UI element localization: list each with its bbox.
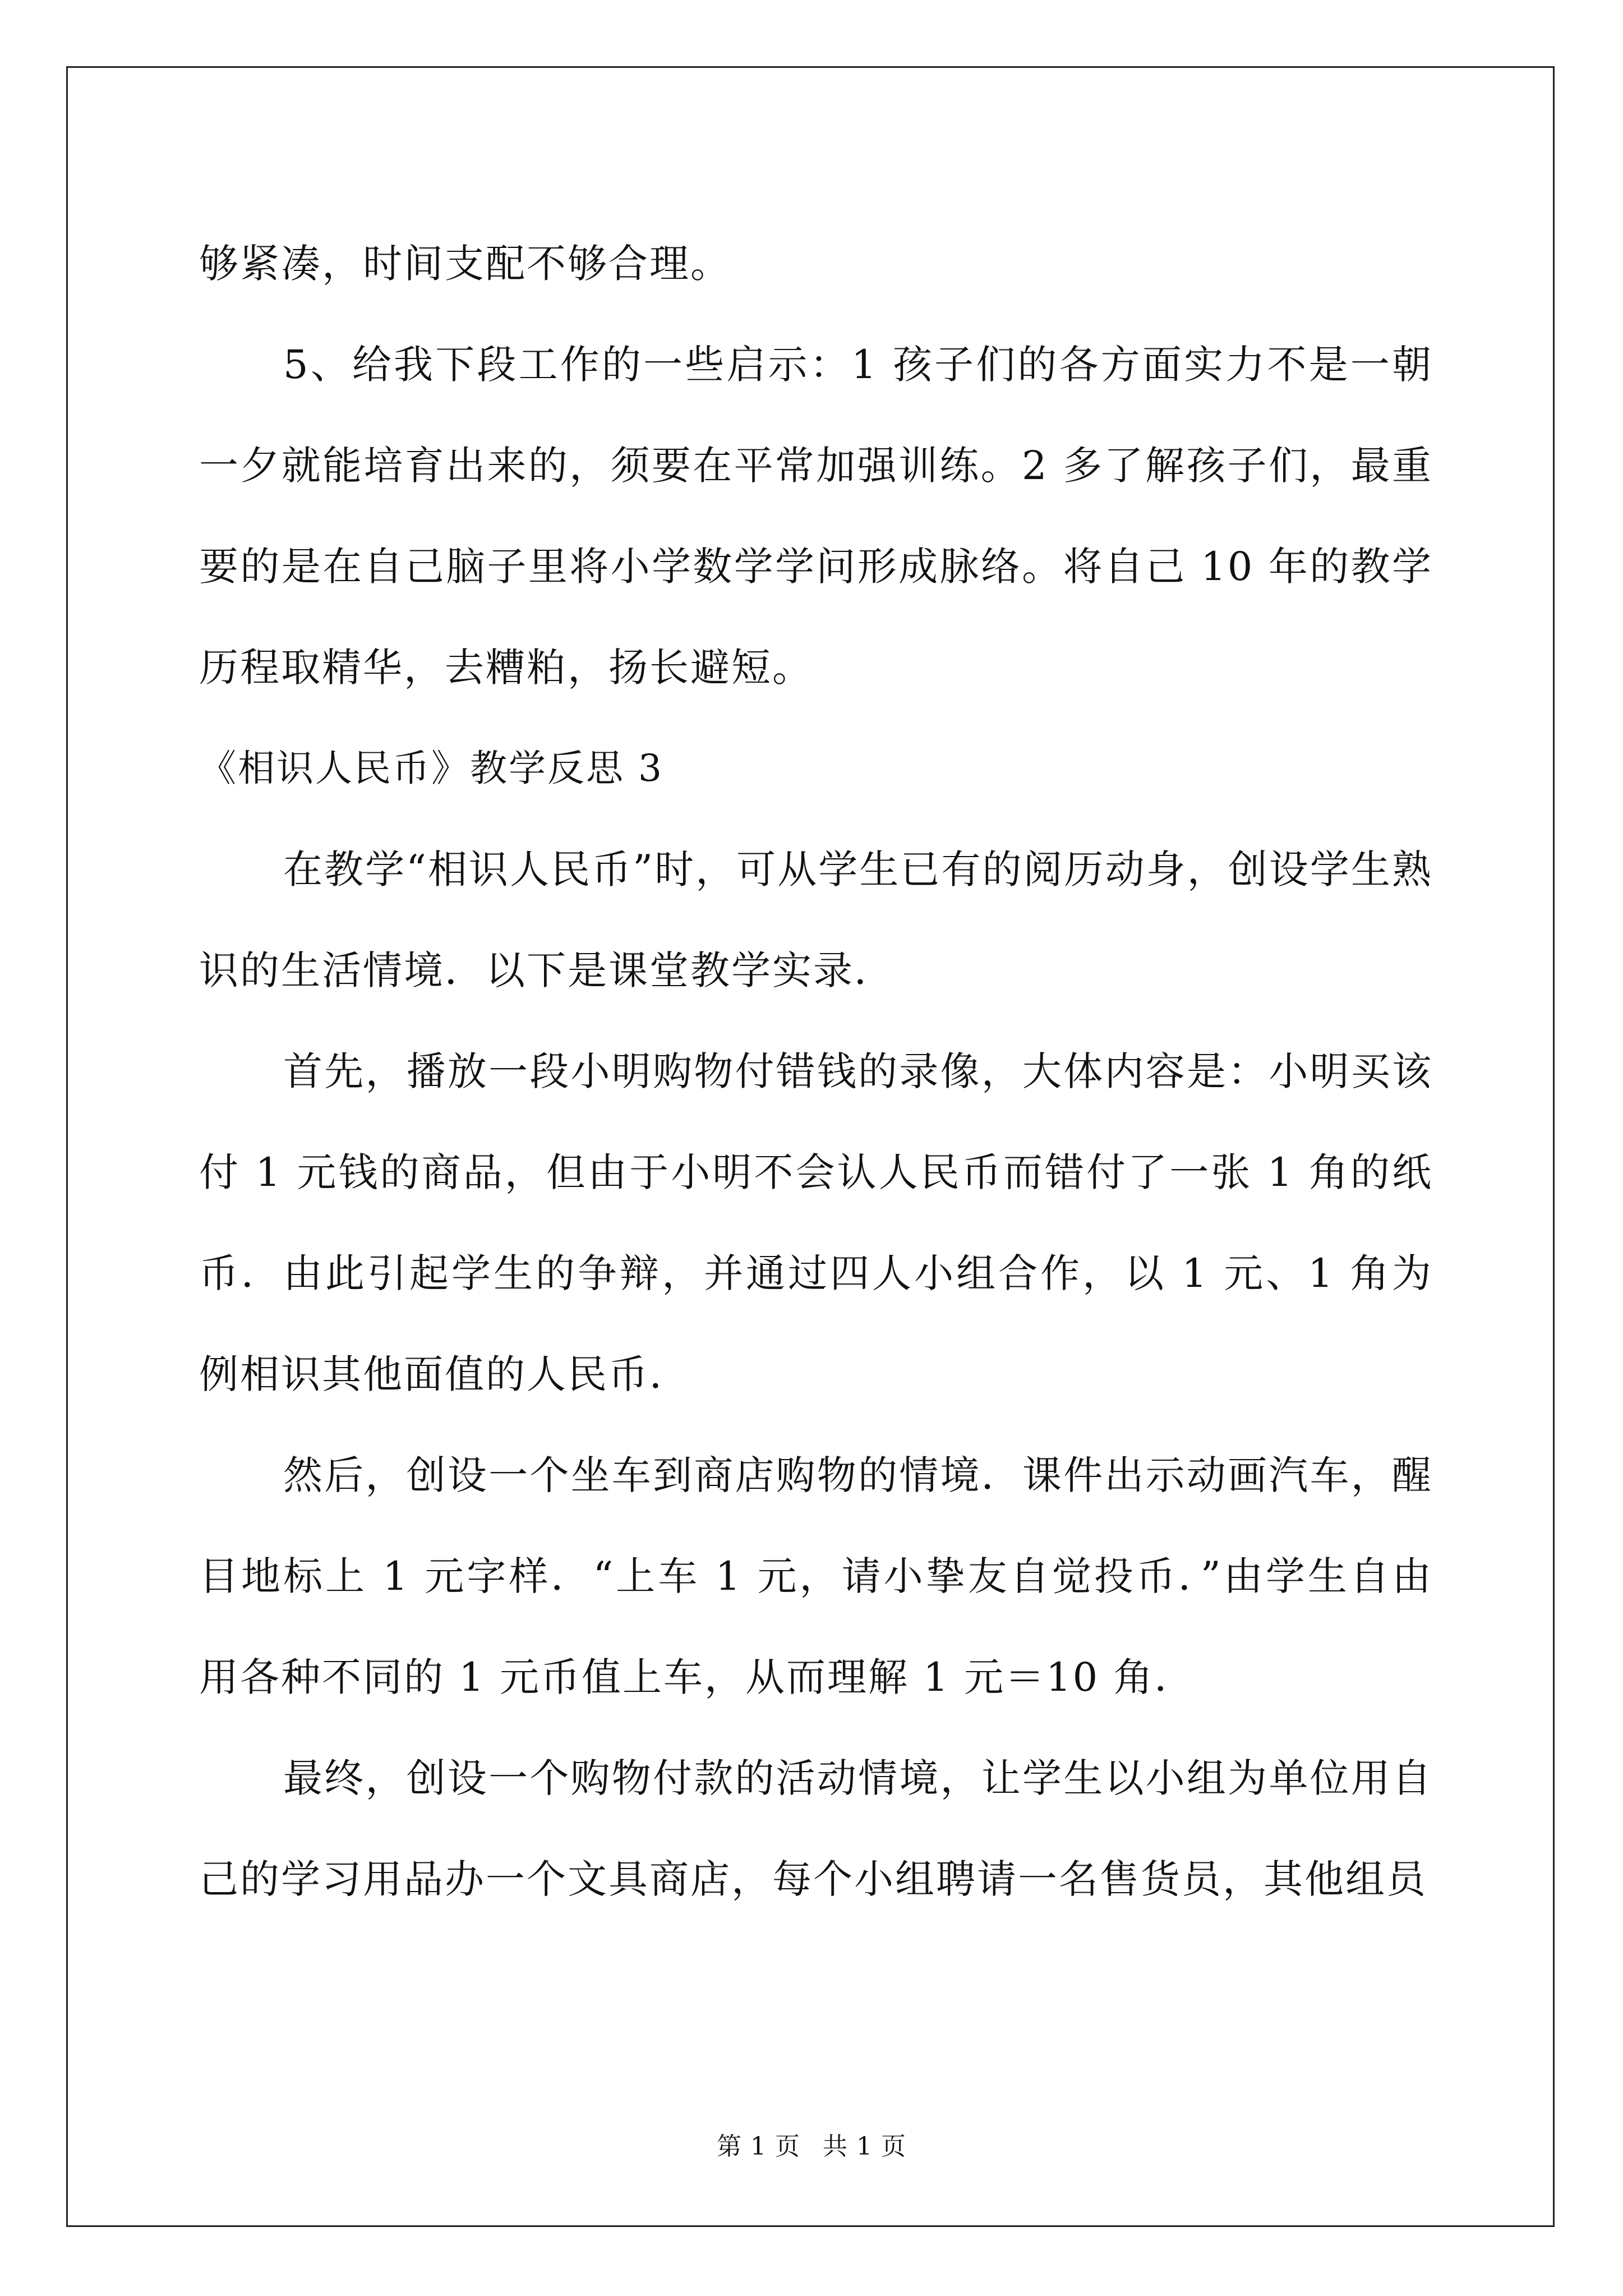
paragraph-continuation: 够紧凑，时间支配不够合理。 [199, 241, 731, 287]
page-number: 第 1 页 [717, 2132, 800, 2161]
paragraph-intro: 在教学“相识人民币”时，可从学生已有的阅历动身，创设学生熟识的生活情境．以下是课堂教学实录． [199, 846, 1433, 993]
paragraph-second-step: 然后，创设一个坐车到商店购物的情境．课件出示动画汽车，醒目地标上 1 元字样．“上车 1 元，请小挚友自觉投币．”由学生自由用各种不同的 1 元币值上车，从而理解 1 元＝10 角． [199, 1452, 1433, 1700]
paragraph-first-step: 首先，播放一段小明购物付错钱的录像，大体内容是：小明买该付 1 元钱的商品，但由于小明不会认人民币而错付了一张 1 角的纸币．由此引起学生的争辩，并通过四人小组合作，以 1 元、1 角为例相识其他面值的人民币． [199, 1048, 1433, 1397]
page-total: 共 1 页 [823, 2132, 906, 2161]
paragraph-insights: 5、给我下段工作的一些启示：1 孩子们的各方面实力不是一朝一夕就能培育出来的，须要在平常加强训练。2 多了解孩子们，最重要的是在自己脑子里将小学数学学问形成脉络。将自己 10 年的教学历程取精华，去糟粕，扬长避短。 [199, 342, 1433, 691]
paragraph-final-step: 最终，创设一个购物付款的活动情境，让学生以小组为单位用自己的学习用品办一个文具商店，每个小组聘请一名售货员，其他组员 [199, 1755, 1433, 1902]
section-title: 《相识人民币》教学反思 3 [199, 747, 663, 790]
document-body [199, 213, 1433, 1930]
page-footer [0, 2126, 1623, 2162]
